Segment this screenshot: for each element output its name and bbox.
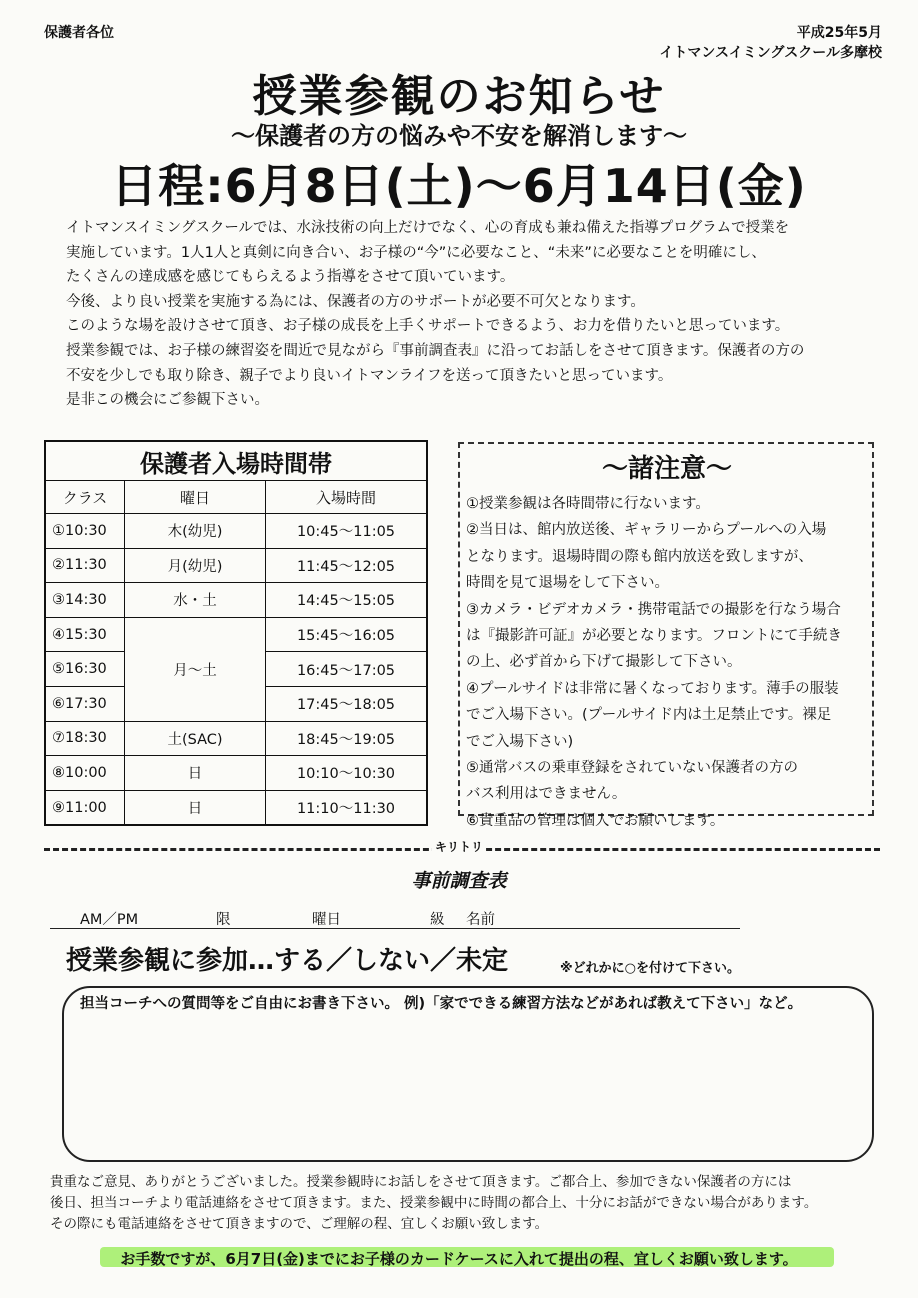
notes-title: ～諸注意～ [601,454,732,484]
intro-line: このような場を設けさせて頂き、お子様の成長を上手くサポートできるよう、お力を借りたいと思っています。 [66,318,790,335]
deadline-note: お手数ですが、6月7日(金)までにお子様のカードケースに入れて提出の程、宜しくお願い致します。 [120,1250,798,1268]
day-cell: 木(幼児) [125,514,266,549]
note-line: ③カメラ・ビデオカメラ・携帯電話での撮影を行なう場合 [466,601,841,618]
table-row [45,583,427,618]
class-cell: ⑨11:00 [45,790,125,825]
day-cell: 月(幼児) [125,548,266,583]
intro-line: たくさんの達成感を感じてもらえるよう指導をさせて頂いています。 [66,269,515,286]
note-line: でご入場下さい) [466,733,574,750]
class-cell: ⑤16:30 [45,652,125,687]
thanks-line: その際にも電話連絡をさせて頂きますので、ご理解の程、宜しくお願い致します。 [50,1216,549,1232]
table-row [45,548,427,583]
notes-list [466,491,868,834]
note-line: は『撮影許可証』が必要となります。フロントにて手続き [466,628,842,645]
table-row [45,617,427,652]
school-name: イトマンスイミングスクール多摩校 [659,45,882,61]
intro-line: 実施しています。1人1人と真剣に向き合い、お子様の“今”に必要なこと、“未来”に必要なことを明確にし、 [66,244,766,261]
survey-fields [50,906,740,929]
field-name[interactable]: 名前 [466,912,495,928]
time-cell: 16:45～17:05 [266,652,428,687]
note-line: ②当日は、館内放送後、ギャラリーからプールへの入場 [466,522,827,539]
issue-date: 平成25年5月 [796,25,882,41]
note-line: でご入場下さい。(プールサイド内は土足禁止です。裸足 [466,707,832,724]
intro-line: 是非この機会にご参観下さい。 [66,392,269,409]
time-cell: 11:10～11:30 [266,790,428,825]
field-weekday[interactable]: 曜日 [312,912,341,928]
time-cell: 14:45～15:05 [266,583,428,618]
participation-choice[interactable]: 授業参観に参加…する／しない／未定 [66,946,509,976]
time-cell: 17:45～18:05 [266,686,428,721]
cut-label: キリトリ [432,838,486,855]
table-row [45,721,427,756]
day-cell: 水・土 [125,583,266,618]
thanks-text [50,1172,890,1235]
intro-line: 今後、より良い授業を実施する為には、保護者の方のサポートが必要不可欠となります。 [66,293,645,310]
class-cell: ④15:30 [45,617,125,652]
note-line: ④プールサイドは非常に暑くなっております。薄手の服装 [466,680,839,697]
thanks-line: 後日、担当コーチより電話連絡をさせて頂きます。また、授業参観中に時間の都合上、十分にお話ができない場合があります。 [50,1195,818,1211]
field-ampm[interactable]: AM／PM [80,912,139,928]
column-header: 入場時間 [266,481,428,514]
time-cell: 18:45～19:05 [266,721,428,756]
note-line: の上、必ず首から下げて撮影して下さい。 [466,654,742,671]
comment-prompt: 担当コーチへの質問等をご自由にお書き下さい。 例)「家でできる練習方法などがあれば教えて下さい」など。 [80,996,803,1012]
class-cell: ③14:30 [45,583,125,618]
page-subtitle: ～保護者の方の悩みや不安を解消します～ [231,122,687,150]
class-cell: ⑦18:30 [45,721,125,756]
note-line: 時間を見て退場をして下さい。 [466,575,669,592]
day-cell: 月～土 [125,617,266,721]
time-cell: 10:10～10:30 [266,756,428,791]
page-title: 授業参観のお知らせ [252,71,666,122]
note-line: となります。退場時間の際も館内放送を致しますが、 [466,548,813,565]
day-cell: 日 [125,756,266,791]
day-cell: 日 [125,790,266,825]
schedule-dates: 日程:6月8日(土)～6月14日(金) [111,159,807,213]
class-cell: ⑥17:30 [45,686,125,721]
note-line: ⑤通常バスの乗車登録をされていない保護者の方の [466,760,798,777]
note-line: ①授業参観は各時間帯に行ないます。 [466,496,710,512]
intro-line: 授業参観では、お子様の練習姿を間近で見ながら『事前調査表』に沿ってお話しをさせて頂きます。保護者の方の [66,342,805,359]
day-cell: 土(SAC) [125,721,266,756]
field-level[interactable]: 級 [430,912,445,928]
time-cell: 15:45～16:05 [266,617,428,652]
table-row [45,756,427,791]
column-header: クラス [45,481,125,514]
table-row [45,790,427,825]
time-cell: 10:45～11:05 [266,514,428,549]
class-cell: ①10:30 [45,514,125,549]
table-row [45,514,427,549]
thanks-line: 貴重なご意見、ありがとうございました。授業参観時にお話しをさせて頂きます。ご都合上、参加できない保護者の方には [50,1174,792,1190]
class-cell: ②11:30 [45,548,125,583]
intro-line: イトマンスイミングスクールでは、水泳技術の向上だけでなく、心の育成も兼ね備えた指導プログラムで授業を [66,220,790,236]
time-cell: 11:45～12:05 [266,548,428,583]
addressee: 保護者各位 [44,25,114,41]
intro-text [66,216,886,413]
entry-time-table [44,440,428,826]
circle-instruction: ※どれかに○を付けて下さい。 [560,961,740,976]
survey-title: 事前調査表 [411,870,507,892]
field-period[interactable]: 限 [216,912,231,928]
note-line: バス利用はできません。 [466,786,627,803]
column-header: 曜日 [125,481,266,514]
table-title: 保護者入場時間帯 [45,441,427,481]
class-cell: ⑧10:00 [45,756,125,791]
notes-box [458,442,874,829]
intro-line: 不安を少しでも取り除き、親子でより良いイトマンライフを送って頂きたいと思っています。 [66,367,673,384]
note-line: ⑥貴重品の管理は個人でお願いします。 [466,812,725,829]
